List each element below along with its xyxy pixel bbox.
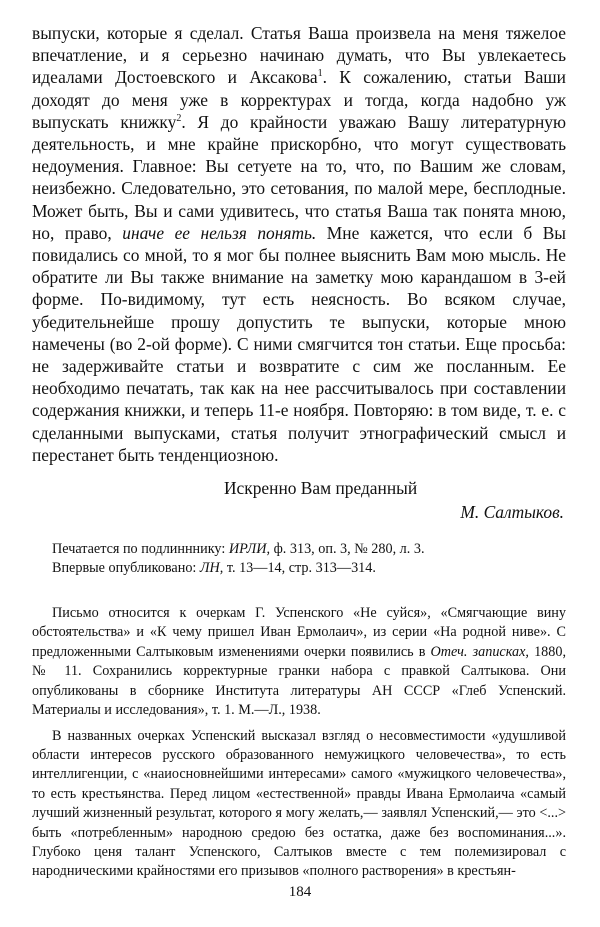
text-run: Письмо относится к очеркам Г. Успенского «Не суйся», «Смягчающие вину обстоятельства» и «К чему пришел Иван Ермолаич», из серии «На родной ниве». С предложенными Салтыковым изменениями очерки появились в	[32, 605, 566, 660]
italic-text: Отеч. записках,	[430, 643, 529, 660]
letter-body	[32, 22, 566, 466]
text-run: выпуски, которые я сделал. Статья Ваша произвела на меня тяжелое впечатление, и я серьезно начинаю думать, что Вы увлекаетесь идеалами Достоевского и Аксакова	[32, 23, 566, 88]
text-run: 1880, № 11. Сохранились корректурные гранки набора с правкой Салтыкова. Они опубликованы в сборнике Института литературы АН СССР «Глеб Успенский. Материалы и исследования», т. 1. М.—Л., 1938.	[32, 643, 566, 719]
text-run: . Я до крайности уважаю Вашу литературную деятельность, и мне крайне прискорбно, что могут существовать недоумения. Главное: Вы сетуете на то, что, по Вашим же словам, неизбежно. Следовательно, это сетования, по малой мере, бесплодные. Может быть, Вы и сами удивитесь, что статья Ваша так понята мною, но, право,	[32, 111, 566, 243]
text-run: . К сожалению, статьи Ваши доходят до меня уже в корректурах и тогда, когда надобно уж выпускать книжку	[32, 67, 566, 132]
first-published-note	[52, 559, 566, 578]
letter-closing-block	[32, 476, 566, 524]
printed-archive: ИРЛИ,	[228, 541, 271, 558]
printed-from-note	[52, 540, 566, 559]
first-prefix: Впервые опубликовано:	[52, 560, 200, 577]
footnote-ref: 1	[317, 68, 323, 80]
printed-prefix: Печатается по подлинннику:	[52, 541, 229, 558]
letter-paragraph	[32, 22, 566, 466]
printed-rest: ф. 313, оп. 3, № 280, л. 3.	[270, 541, 425, 558]
commentary-paragraph-2: В названных очерках Успенский высказал взгляд о несовместимости «удушливой области интересов русского образованного немужицкого человечества», то есть интеллигенции, с «наиосновнейшими интересами» самого «мужицкого человечества», то есть крестьянства. Перед лицом «естественной» правды Ивана Ермолаича «самый лучший жизненный результат, которого я могу желать,— заявлял Успенский,— это <...> быть «потребленным» народною средою без остатка, даже без воспоминания...». Глубоко ценя талант Успенского, Салтыков вместе с тем полемизировал с народническими крайностями его призывов «полного растворения» в крестьян-	[32, 727, 566, 880]
page-number: 184	[288, 884, 312, 900]
italic-text: иначе ее нельзя понять.	[122, 222, 317, 243]
first-source: ЛН,	[199, 560, 224, 577]
first-rest: т. 13—14, стр. 313—314.	[223, 560, 376, 577]
page-content	[32, 22, 566, 882]
text-run: Мне кажется, что если б Вы повидались со мной, то я мог бы полнее выяснить Вам мою мысль. Не обратите ли Вы также внимание на заметку мою карандашом в 3-ей форме. По-видимому, тут есть неясность. Во всяком случае, убедительнейше прошу допустить те выпуски, которые мною намечены (во 2-ой форме). С ними смягчится тон статьи. Еще просьба: не задерживайте статьи и возвратите с сим же посланным. Ее необходимо печатать, так как на нее рассчитывалось при составлении содержания книжки, и теперь 11-е ноября. Повторяю: в том виде, т. е. с сделанными выпусками, статья получит этнографический смысл и перестанет быть тенденциозною.	[32, 222, 566, 465]
commentary-paragraph-1	[32, 604, 566, 720]
letter-closing: Искренно Вам преданный	[224, 478, 418, 499]
footnote-ref: 2	[176, 113, 182, 125]
letter-signature: М. Салтыков.	[460, 502, 564, 523]
commentary	[32, 604, 566, 882]
source-notes	[32, 540, 566, 578]
